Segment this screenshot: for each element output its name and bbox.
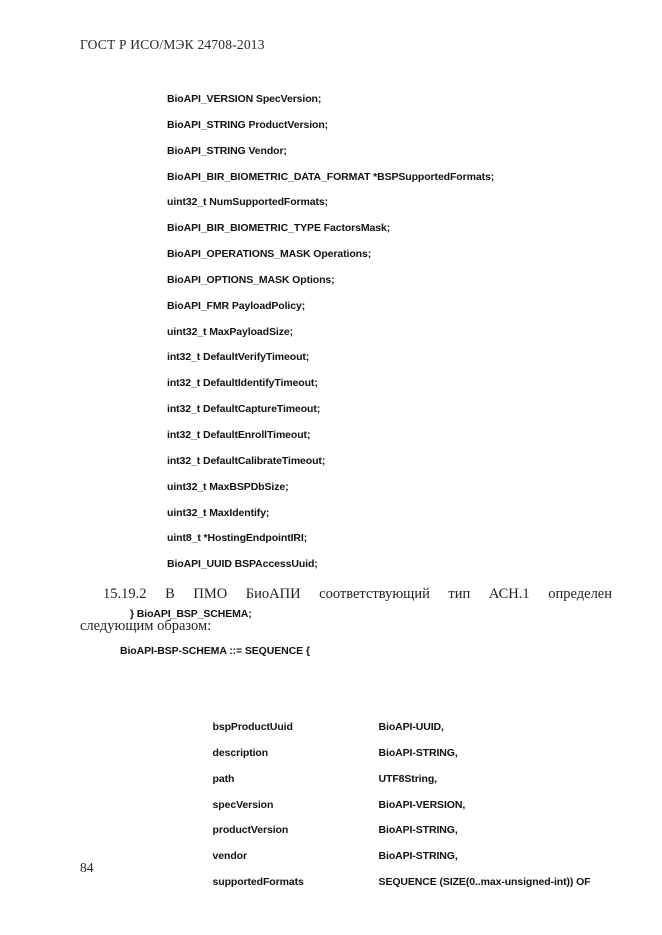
asn1-field-name: vendor bbox=[212, 850, 247, 863]
asn1-field-type: BioAPI-VERSION, bbox=[378, 798, 466, 811]
c-struct-member-line: int32_t DefaultIdentifyTimeout; bbox=[167, 377, 318, 390]
c-struct-member-line: uint32_t MaxPayloadSize; bbox=[167, 325, 293, 338]
asn1-field-name: path bbox=[212, 772, 235, 785]
c-struct-member-line: BioAPI_OPTIONS_MASK Options; bbox=[167, 273, 335, 286]
c-struct-member-line: int32_t DefaultCaptureTimeout; bbox=[167, 403, 321, 416]
clause-paragraph-line-2: следующим образом: bbox=[80, 618, 212, 634]
asn1-field-row bbox=[190, 689, 591, 733]
asn1-field-type: UTF8String, bbox=[378, 772, 437, 785]
asn1-field-name: supportedFormats bbox=[212, 876, 304, 889]
clause-15-19-2-paragraph bbox=[80, 578, 612, 642]
asn1-field-name: specVersion bbox=[212, 798, 274, 811]
c-struct-member-line: BioAPI_OPERATIONS_MASK Operations; bbox=[167, 248, 372, 261]
c-struct-closing-line: } BioAPI_BSP_SCHEMA; bbox=[130, 608, 252, 621]
c-struct-member-line: uint32_t MaxIdentify; bbox=[167, 506, 270, 519]
c-struct-member-line: int32_t DefaultCalibrateTimeout; bbox=[167, 454, 326, 467]
asn1-field-type: BioAPI-STRING, bbox=[378, 850, 458, 863]
asn1-sequence-header: BioAPI-BSP-SCHEMA ::= SEQUENCE { bbox=[120, 645, 310, 657]
asn1-field-type: BioAPI-STRING, bbox=[378, 824, 458, 837]
document-standard-header: ГОСТ Р ИСО/МЭК 24708-2013 bbox=[80, 37, 265, 52]
c-struct-member-line: int32_t DefaultEnrollTimeout; bbox=[167, 428, 311, 441]
c-struct-member-line: int32_t DefaultVerifyTimeout; bbox=[167, 351, 310, 364]
c-struct-member-line: BioAPI_STRING Vendor; bbox=[167, 144, 287, 157]
clause-paragraph-line-1: 15.19.2 В ПМО БиоАПИ соответствующий тип АСН.1 определен bbox=[103, 586, 612, 602]
asn1-field-type: SEQUENCE (SIZE(0..max-unsigned-int)) OF bbox=[378, 876, 591, 889]
c-struct-member-line: uint32_t NumSupportedFormats; bbox=[167, 196, 329, 209]
asn1-field-type: BioAPI-STRING, bbox=[378, 746, 458, 759]
c-struct-member-line: BioAPI_BIR_BIOMETRIC_TYPE FactorsMask; bbox=[167, 222, 391, 235]
c-struct-member-line: BioAPI_UUID BSPAccessUuid; bbox=[167, 558, 318, 571]
page-number: 84 bbox=[80, 860, 94, 875]
asn1-field-name: bspProductUuid bbox=[212, 720, 293, 733]
asn1-field-list bbox=[190, 665, 591, 894]
c-struct-member-line: BioAPI_VERSION SpecVersion; bbox=[167, 93, 322, 105]
asn1-field-type: BioAPI-UUID, bbox=[378, 720, 444, 733]
c-struct-member-line: uint32_t MaxBSPDbSize; bbox=[167, 480, 289, 493]
c-struct-member-line: BioAPI_BIR_BIOMETRIC_DATA_FORMAT *BSPSupportedFormats; bbox=[167, 170, 495, 183]
c-struct-member-line: uint8_t *HostingEndpointIRI; bbox=[167, 532, 308, 545]
c-struct-member-line: BioAPI_STRING ProductVersion; bbox=[167, 118, 329, 131]
asn1-field-name: description bbox=[212, 746, 269, 759]
c-struct-member-line: BioAPI_FMR PayloadPolicy; bbox=[167, 299, 306, 312]
asn1-field-name: productVersion bbox=[212, 824, 289, 837]
